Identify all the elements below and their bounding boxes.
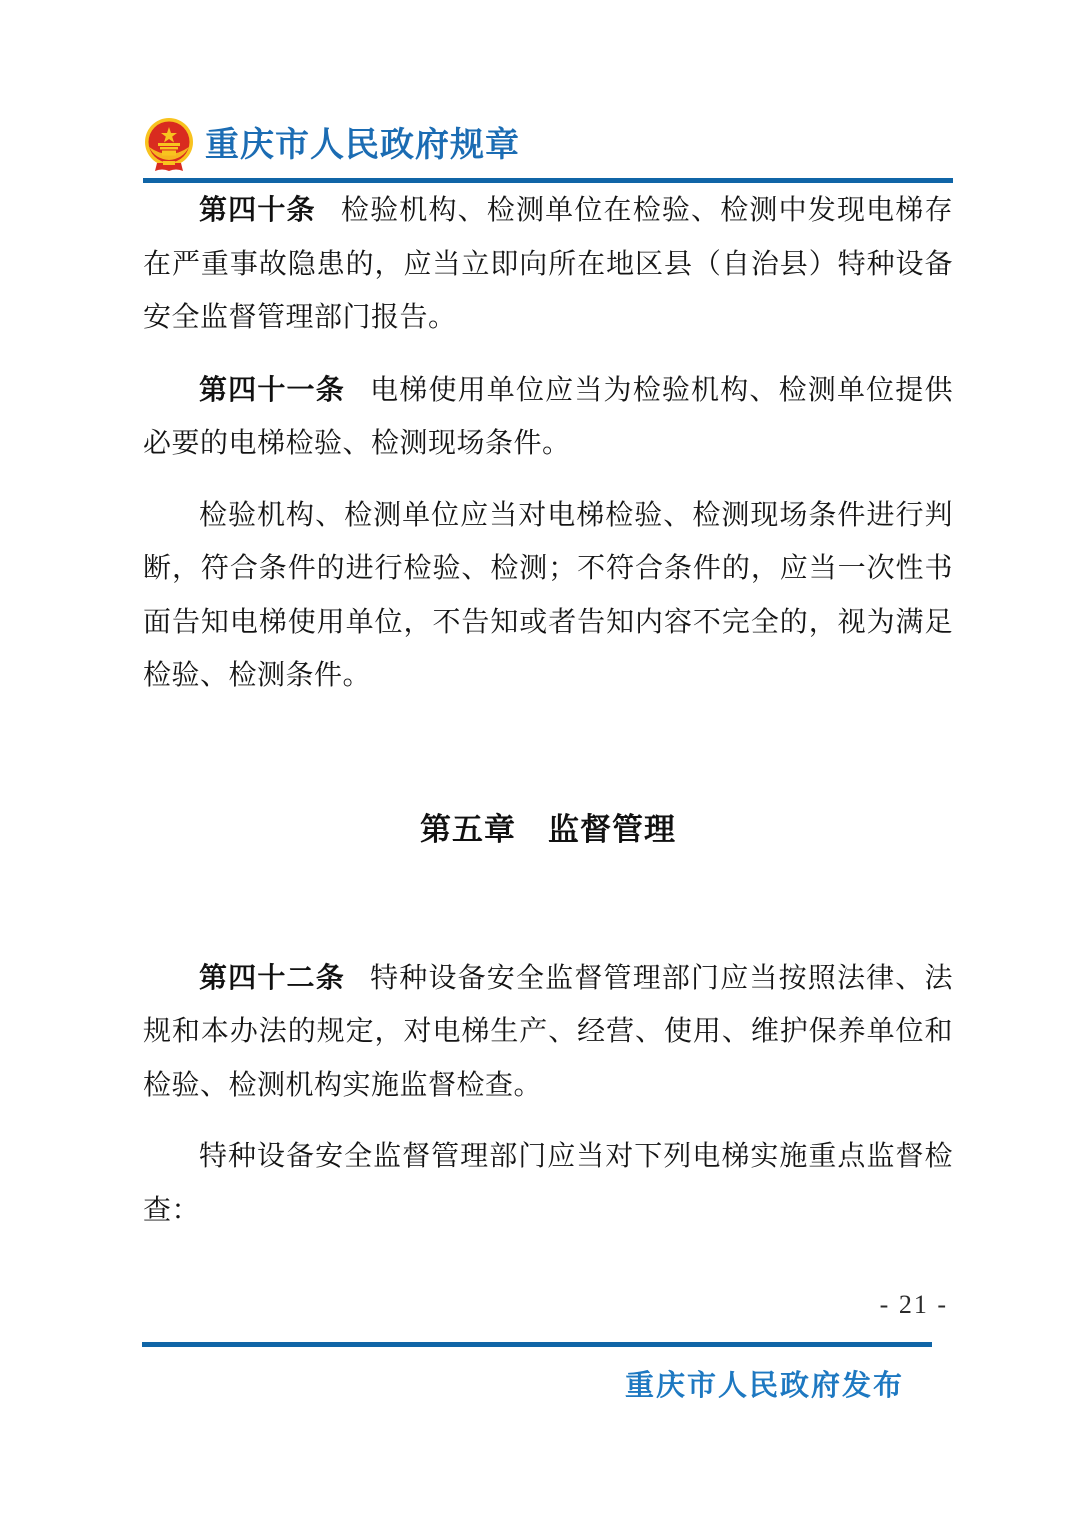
chapter-heading: 第五章 监督管理 <box>420 811 676 847</box>
article-42-number: 第四十二条 <box>199 961 345 993</box>
paragraph-article-41 <box>143 363 953 471</box>
paragraph-article-42-2 <box>143 1130 953 1237</box>
national-emblem-icon <box>143 117 195 175</box>
article-41-para2-text: 检验机构、检测单位应当对电梯检验、检测现场条件进行判断，符合条件的进行检验、检测；不符合条件的，应当一次性书面告知电梯使用单位，不告知或者告知内容不完全的，视为满足检验、检测条件。 <box>143 499 953 691</box>
footer-divider <box>142 1342 932 1347</box>
article-42-para2-text: 特种设备安全监督管理部门应当对下列电梯实施重点监督检查： <box>143 1141 953 1226</box>
article-41-number: 第四十一条 <box>199 373 345 405</box>
paragraph-article-42 <box>143 951 953 1113</box>
article-41-text: 电梯使用单位应当为检验机构、检测单位提供必要的电梯检验、检测现场条件。 <box>143 374 953 459</box>
paragraph-article-41-2 <box>143 489 953 703</box>
document-title: 重庆市人民政府规章 <box>205 127 520 164</box>
document-body <box>143 183 953 1255</box>
page-header <box>143 118 953 183</box>
article-42-text: 特种设备安全监督管理部门应当按照法律、法规和本办法的规定，对电梯生产、经营、使用、维护保养单位和检验、检测机构实施监督检查。 <box>143 962 953 1101</box>
article-40-number: 第四十条 <box>199 194 316 225</box>
article-40-text: 检验机构、检测单位在检验、检测中发现电梯存在严重事故隐患的，应当立即向所在地区县（自治县）特种设备安全监督管理部门报告。 <box>143 195 953 333</box>
page-number: - 21 - <box>879 1290 948 1319</box>
publisher-label: 重庆市人民政府发布 <box>624 1370 904 1402</box>
paragraph-article-40 <box>143 183 953 345</box>
